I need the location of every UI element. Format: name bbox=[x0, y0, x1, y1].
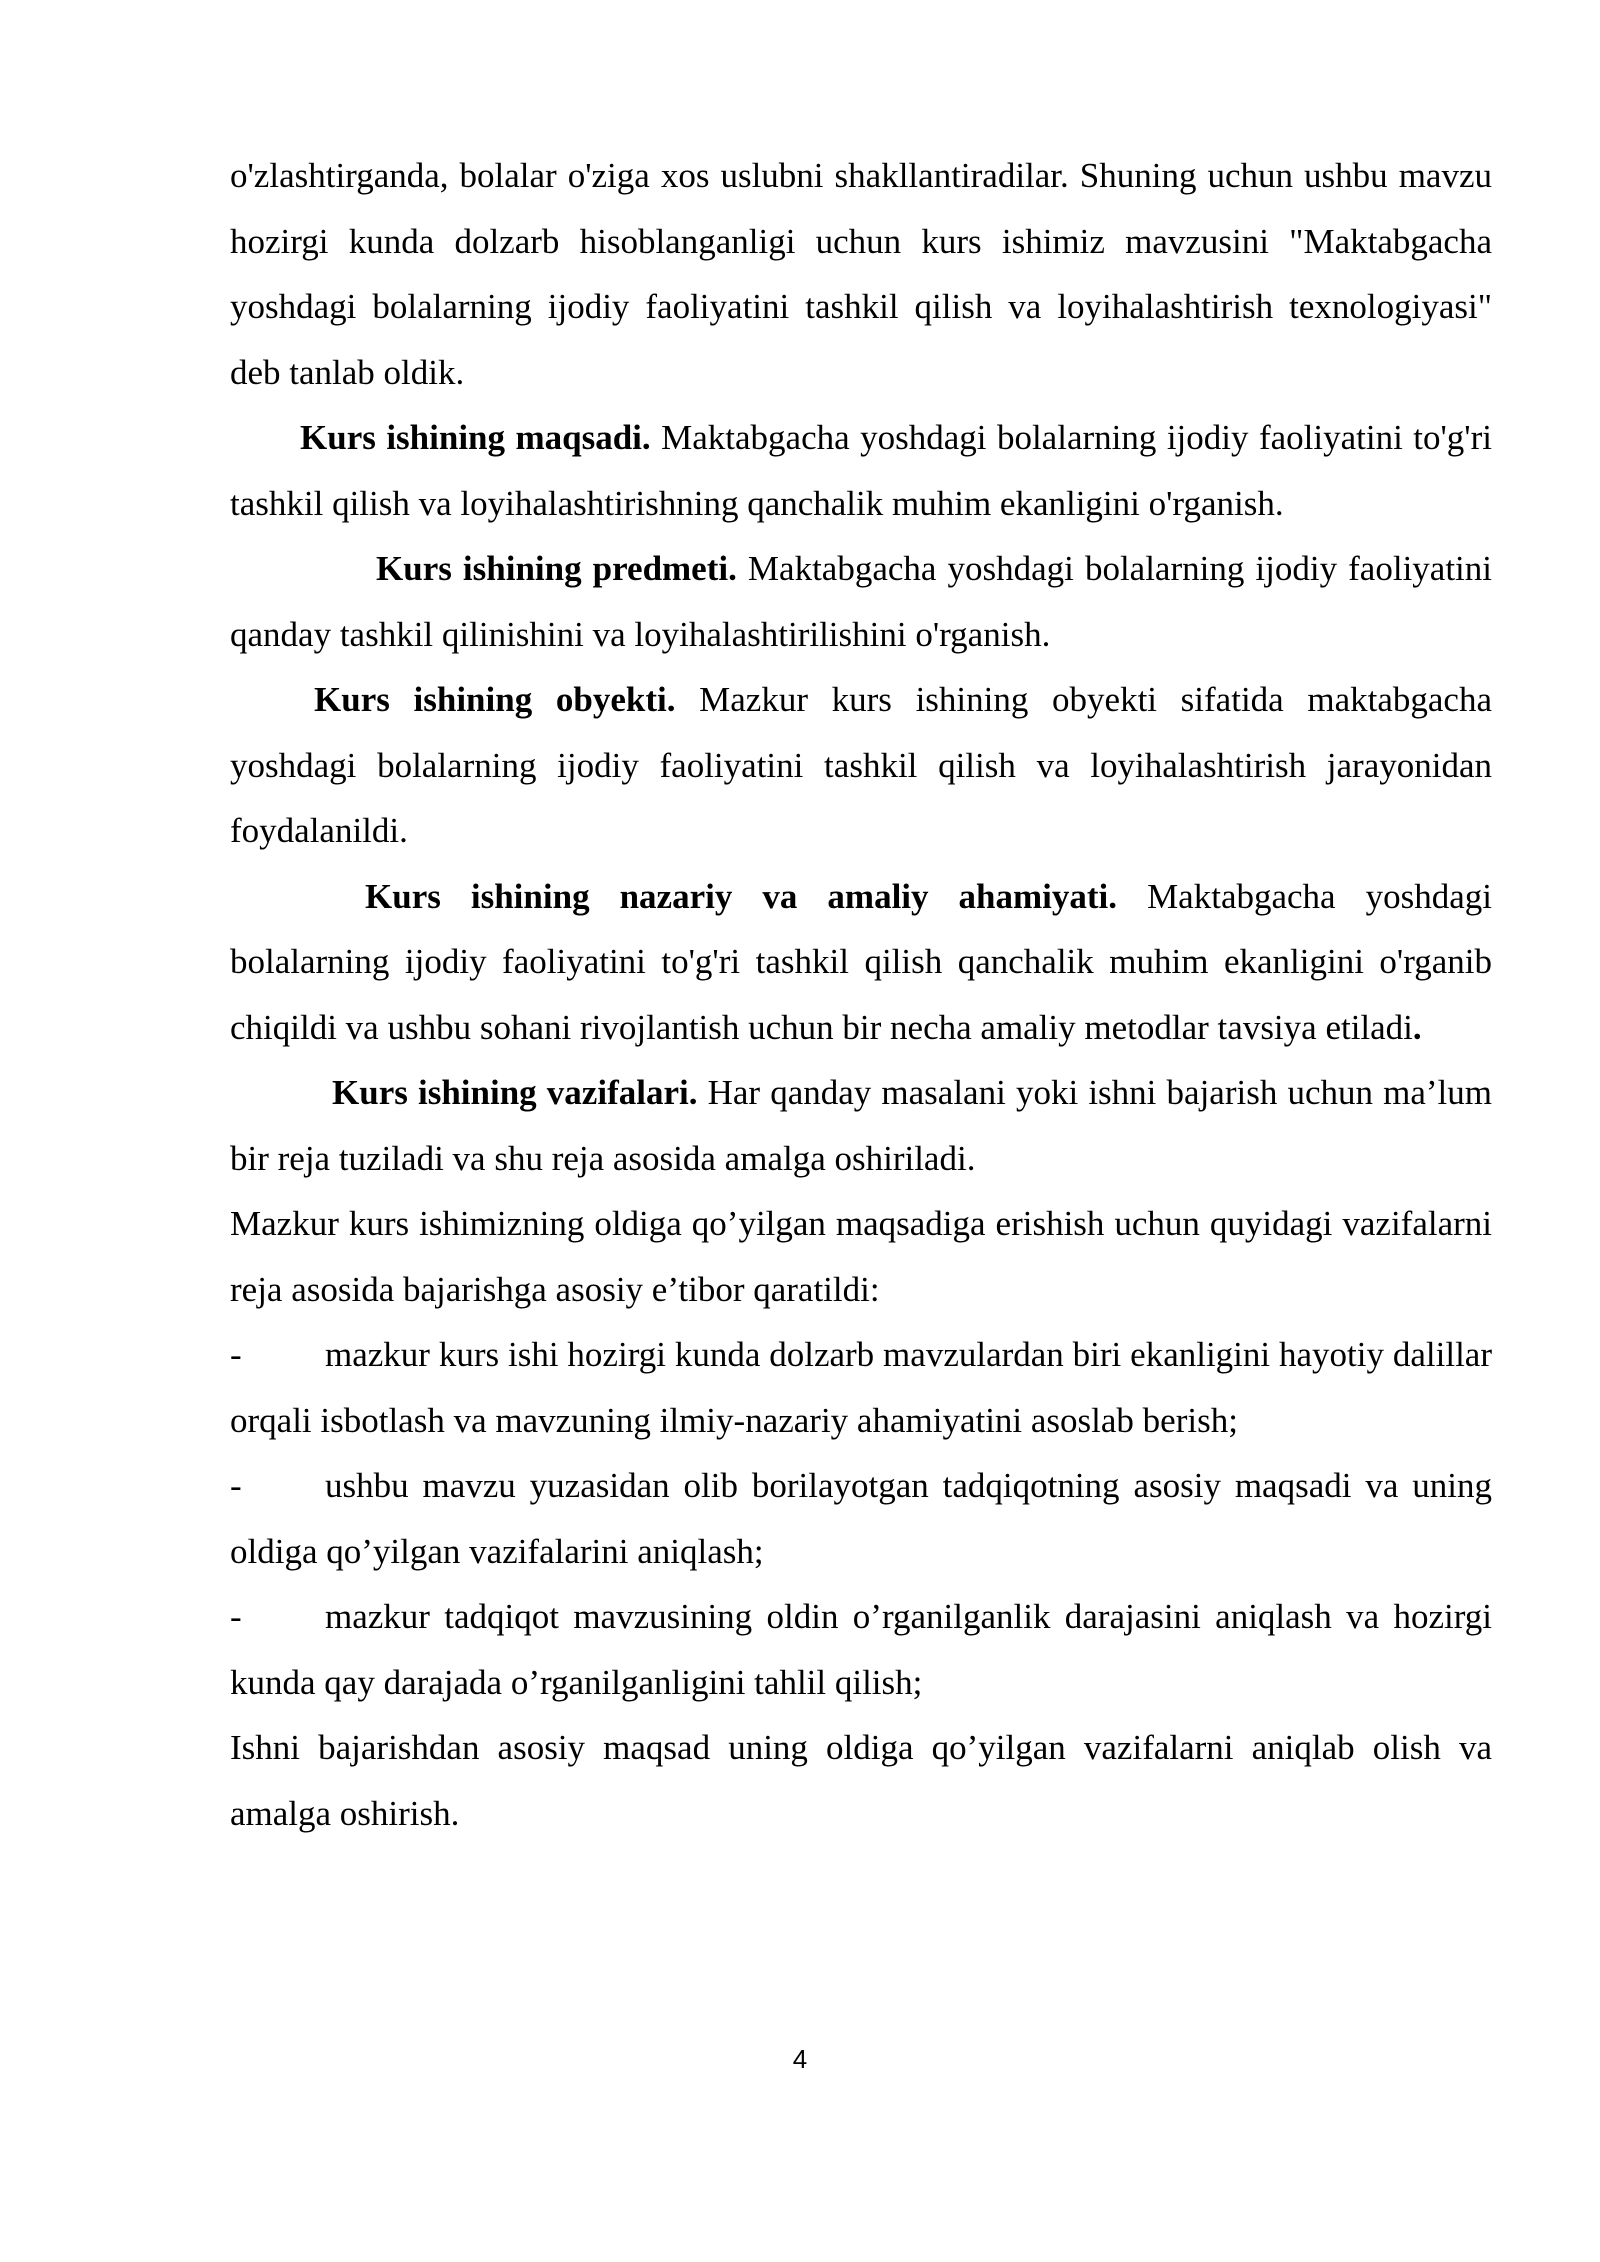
goal-paragraph bbox=[230, 405, 1492, 536]
object-text: Mazkur kurs ishining obyekti sifatida maktabgacha yoshdagi bolalarning ijodiy faoliyatini tashkil qilish va loyihalashtirish jarayonidan foydalanildi. bbox=[230, 680, 1492, 850]
list-item bbox=[230, 1453, 1492, 1584]
significance-end: . bbox=[1412, 1007, 1422, 1047]
tasks-heading: Kurs ishining vazifalari. bbox=[332, 1073, 698, 1112]
list-item-text: mazkur tadqiqot mavzusining oldin o’rganilganlik darajasini aniqlash va hozirgi kunda qay darajada o’rganilganligini tahlil qilish; bbox=[230, 1597, 1492, 1702]
list-item bbox=[230, 1322, 1492, 1453]
tasks-paragraph bbox=[230, 1060, 1492, 1191]
goal-heading: Kurs ishining maqsadi. bbox=[300, 418, 651, 457]
significance-text: Maktabgacha yoshdagi bolalarning ijodiy faoliyatini to'g'ri tashkil qilish qanchalik muhim ekanligini o'rganib chiqildi va ushbu sohani rivojlantish uchun bir necha amaliy metodlar tavsiya etiladi bbox=[230, 876, 1492, 1047]
list-marker: - bbox=[230, 1597, 242, 1636]
subject-text: Maktabgacha yoshdagi bolalarning ijodiy faoliyatini qanday tashkil qilinishini va loyihalashtirilishini o'rganish. bbox=[230, 549, 1492, 654]
tasks-text: Har qanday masalani yoki ishni bajarish uchun ma’lum bir reja tuziladi va shu reja asosida amalga oshiriladi. bbox=[230, 1073, 1492, 1178]
significance-heading: Kurs ishining nazariy va amaliy ahamiyati. bbox=[365, 876, 1118, 916]
goal-text: Maktabgacha yoshdagi bolalarning ijodiy faoliyatini to'g'ri tashkil qilish va loyihalashtirishning qanchalik muhim ekanligini o'rganish. bbox=[230, 418, 1492, 523]
list-item-text: mazkur kurs ishi hozirgi kunda dolzarb mavzulardan biri ekanligini hayotiy dalillar orqali isbotlash va mavzuning ilmiy-nazariy ahamiyatini asoslab berish; bbox=[230, 1335, 1492, 1440]
list-marker: - bbox=[230, 1466, 242, 1505]
conclusion-paragraph: Ishni bajarishdan asosiy maqsad uning oldiga qo’yilgan vazifalarni aniqlab olish va amalga oshirish. bbox=[230, 1728, 1492, 1833]
page-number: 4 bbox=[792, 2044, 808, 2074]
list-item-text: ushbu mavzu yuzasidan olib borilayotgan tadqiqotning asosiy maqsadi va uning oldiga qo’yilgan vazifalarini aniqlash; bbox=[230, 1466, 1492, 1571]
significance-paragraph bbox=[230, 864, 1492, 1061]
object-heading: Kurs ishining obyekti. bbox=[314, 680, 676, 719]
object-paragraph bbox=[230, 667, 1492, 864]
subject-heading: Kurs ishining predmeti. bbox=[376, 549, 737, 588]
list-item bbox=[230, 1584, 1492, 1715]
list-marker: - bbox=[230, 1335, 242, 1374]
intro-paragraph: o'zlashtirganda, bolalar o'ziga xos uslubni shakllantiradilar. Shuning uchun ushbu mavzu hozirgi kunda dolzarb hisoblanganligi uchun kurs ishimiz mavzusini "Maktabgacha yoshdagi bolalarning ijodiy faoliyatini tashkil qilish va loyihalashtirish texnologiyasi" deb tanlab oldik. bbox=[230, 156, 1492, 392]
body-text bbox=[230, 143, 1492, 1846]
subject-paragraph bbox=[230, 536, 1492, 667]
tasks-intro-paragraph: Mazkur kurs ishimizning oldiga qo’yilgan maqsadiga erishish uchun quyidagi vazifalarni reja asosida bajarishga asosiy e’tibor qaratildi: bbox=[230, 1204, 1492, 1309]
